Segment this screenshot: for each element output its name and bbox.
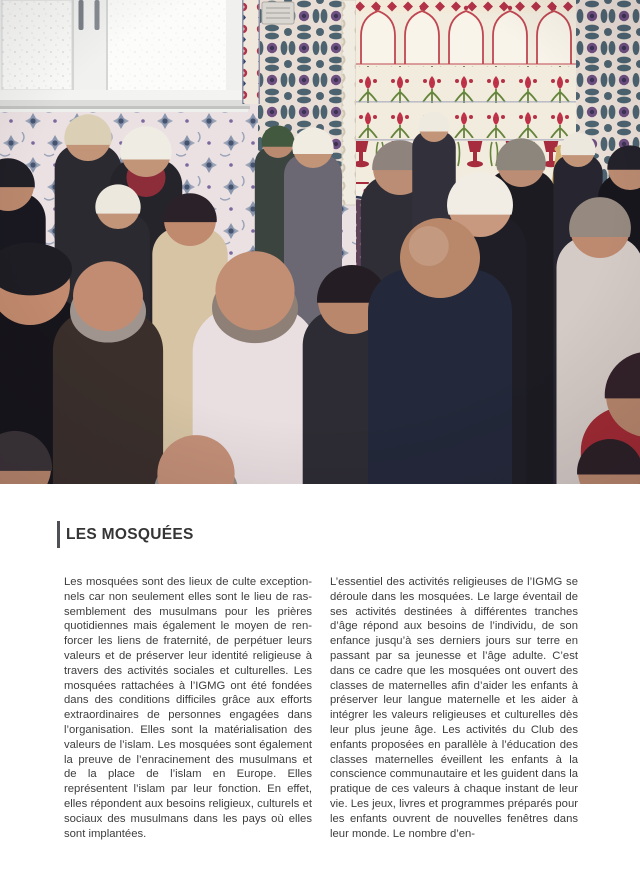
section-title: LES MOSQUÉES [66,525,194,543]
two-column-text [64,575,583,841]
heading-rule [57,521,60,548]
column-left: Les mosquées sont des lieux de culte exceptionnels car non seulement elles sont le lieu de rassemblement des musulmans pour les prières quotidiennes mais également le moyen de renforcer les liens de fraternité, de perpétuer leurs valeurs et de préserver leur identité religieuse à travers des activités sociales et culturelles. Les mosquées rattachées à l’IGMG ont été fondées dans des conditions difficiles grâce aux efforts extraordinaires de personnes engagées dans l’organisation. Elles sont la matérialisation des valeurs de l’islam. Les mosquées sont également la preuve de l’enracinement des musulmans et de la place de l’islam en Europe. Elles représentent l’islam par leur fonction. En effet, elles répondent aux besoins religieux, culturels et sociaux des musulmans dans les pays où elles sont implantées. [64,576,312,840]
article-section [57,521,583,841]
column-right: L’essentiel des activités religieuses de l’IGMG se déroule dans les mosquées. Le large éventail de ses activités destinées à différentes tranches d’âge répond aux besoins de l’individu, de son enfance jusqu’à ses derniers jours sur terre en passant par sa jeunesse et l’âge adulte. C’est dans ce cadre que les mosquées ont ouvert des classes de maternelles afin d’aider les enfants à préserver leur langue maternelle et les aider à intégrer les valeurs religieuses et culturelles dès leur plus jeune âge. Les activités du Club des enfants proposées en parallèle à l’éducation des classes maternelles éveillent les enfants à la conscience communautaire et les guident dans la pratique de ces valeurs à chaque instant de leur vie. Les jeux, livres et programmes préparés pour les enfants ouvrent de nouvelles fenêtres dans leur monde. Le nombre d’en- [330,576,579,840]
section-header [57,521,583,548]
